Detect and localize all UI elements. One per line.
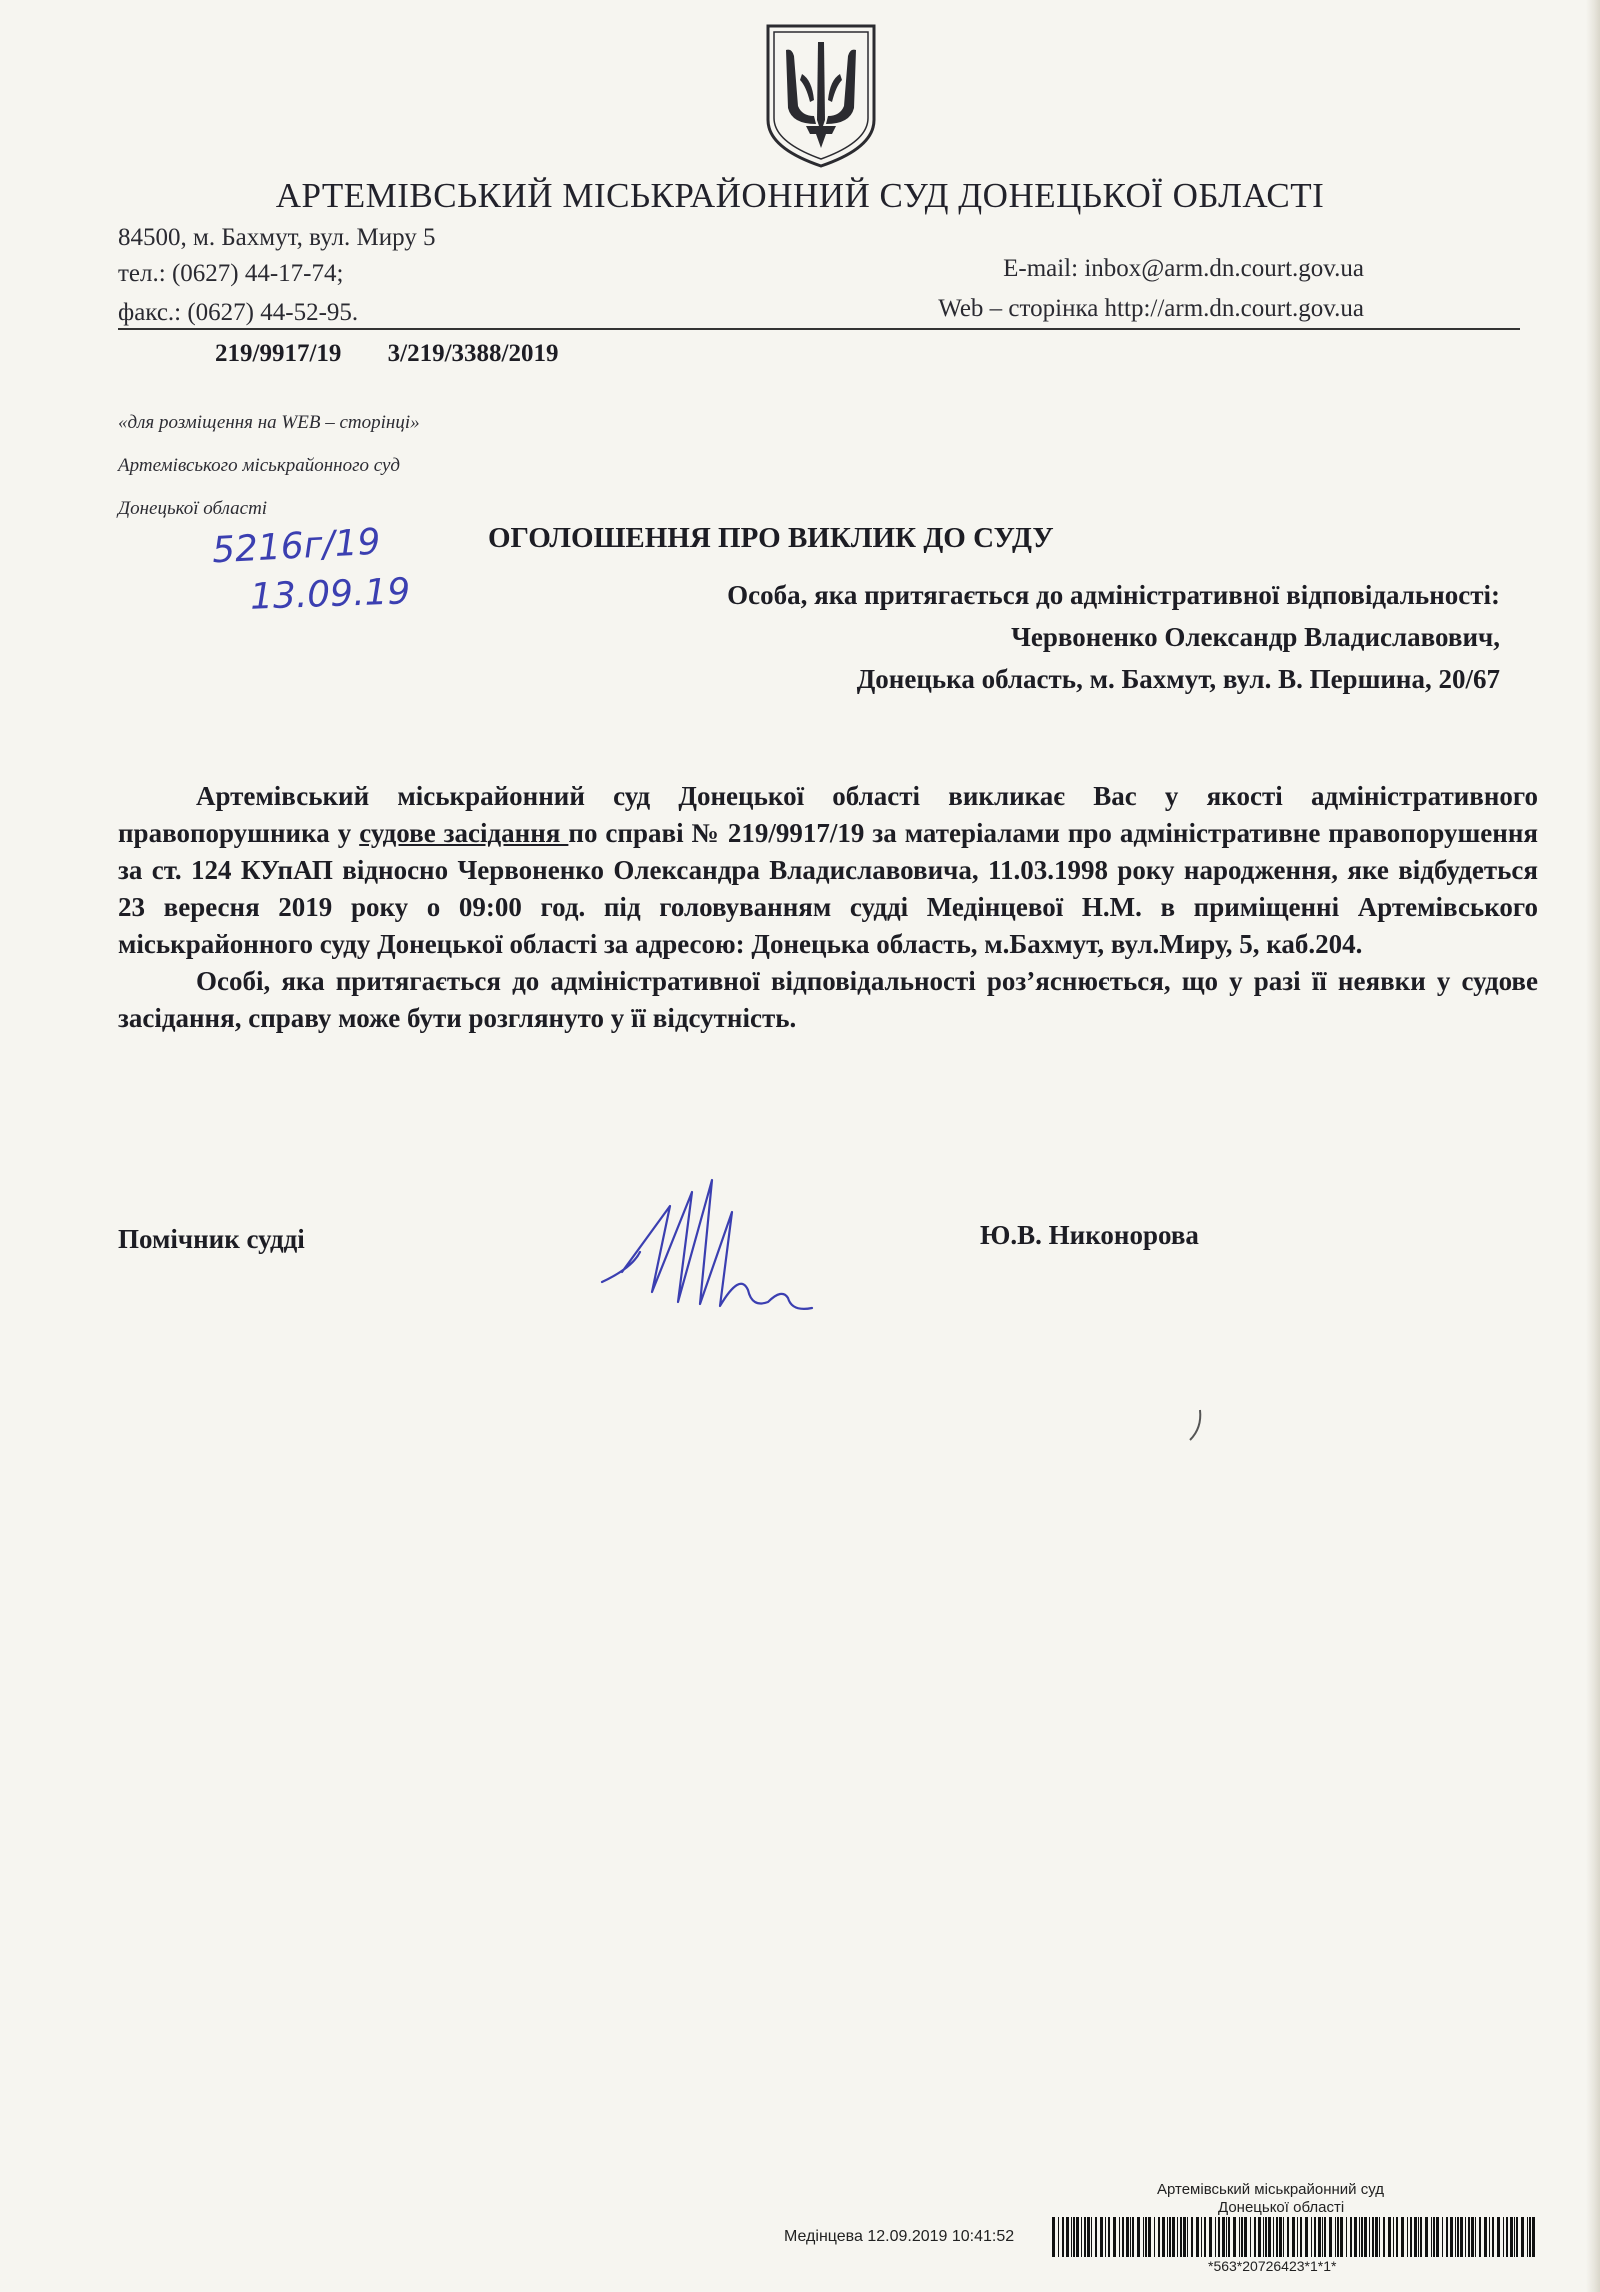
barcode-bar [1388, 2217, 1391, 2257]
barcode-bar [1177, 2217, 1178, 2257]
barcode-bar [1489, 2217, 1490, 2257]
barcode-bar [1196, 2217, 1199, 2257]
barcode-bar [1465, 2217, 1466, 2257]
handwritten-registration-date: 13.09.19 [249, 571, 411, 618]
barcode-bar [1084, 2217, 1086, 2257]
barcode-bar [1183, 2217, 1186, 2257]
barcode-bar [1228, 2217, 1230, 2257]
barcode-bar [1126, 2217, 1129, 2257]
barcode-bar [1468, 2217, 1470, 2257]
barcode-bar [1305, 2217, 1308, 2257]
barcode-bar [1076, 2217, 1079, 2257]
barcode-bar [1516, 2217, 1518, 2257]
barcode-bar [1201, 2217, 1202, 2257]
court-name-heading: АРТЕМІВСЬКИЙ МІСЬКРАЙОННИЙ СУД ДОНЕЦЬКОЇ ОБЛАСТІ [275, 176, 1325, 215]
barcode-bar [1087, 2217, 1090, 2257]
barcode-bar [1167, 2217, 1168, 2257]
barcode-bar [1062, 2217, 1064, 2257]
barcode-bar [1510, 2217, 1513, 2257]
barcode-bar [1350, 2217, 1352, 2257]
p1-text-start: Артемівський міськрайонний суд Донецької області викликає Вас у якості адміністративного правопорушника у [118, 781, 1538, 848]
document-title: ОГОЛОШЕННЯ ПРО ВИКЛИК ДО СУДУ [488, 522, 1054, 554]
barcode-bar [1154, 2217, 1155, 2257]
barcode-code: *563*20726423*1*1* [1208, 2258, 1337, 2274]
barcode-bar [1475, 2217, 1476, 2257]
barcode-bar [1254, 2217, 1256, 2257]
barcode-bar [1218, 2217, 1220, 2257]
barcode-bar [1492, 2217, 1494, 2257]
barcode-bar [1095, 2217, 1097, 2257]
header-divider [118, 328, 1520, 330]
barcode-bar [1209, 2217, 1212, 2257]
placement-note-line1: «для розміщення на WEB – сторінці» [118, 412, 420, 433]
barcode-bar [1233, 2217, 1236, 2257]
barcode-bar [1372, 2217, 1374, 2257]
barcode-bar [1263, 2217, 1264, 2257]
barcode-bar [1226, 2217, 1227, 2257]
barcode-bar [1379, 2217, 1380, 2257]
barcode-bar [1300, 2217, 1302, 2257]
signatory-name: Ю.В. Никонорова [980, 1220, 1199, 1250]
barcode-bar [1292, 2217, 1295, 2257]
barcode-bar [1460, 2217, 1463, 2257]
barcode-bar [1073, 2217, 1075, 2257]
barcode-bar [1532, 2217, 1535, 2257]
court-address: 84500, м. Бахмут, вул. Миру 5 [118, 224, 436, 251]
handwritten-registration-number: 5216г/19 [211, 521, 382, 572]
barcode-bar [1058, 2217, 1059, 2257]
summons-paragraph-2: Особі, яка притягається до адміністративної відповідальності роз’яснюється, що у разі її неявки у судове засідання, справу може бути розглянуто у її відсутність. [118, 966, 1538, 1033]
barcode-bar [1215, 2217, 1216, 2257]
barcode-bar [1244, 2217, 1247, 2257]
court-email: E-mail: inbox@arm.dn.court.gov.ua [1003, 255, 1364, 282]
barcode-bar [1418, 2217, 1419, 2257]
barcode-bar [1420, 2217, 1422, 2257]
barcode-bar [1279, 2217, 1282, 2257]
barcode-bar [1273, 2217, 1274, 2257]
barcode-bar [1100, 2217, 1103, 2257]
placement-note-line3: Донецької області [118, 498, 268, 519]
registration-stamp: Медінцева 12.09.2019 10:41:52 [784, 2228, 1015, 2245]
barcode-bar [1425, 2217, 1428, 2257]
registration-barcode [1052, 2217, 1540, 2257]
barcode-bar [1329, 2217, 1332, 2257]
barcode-bar [1442, 2217, 1443, 2257]
barcode-bar [1393, 2217, 1394, 2257]
barcode-bar [1158, 2217, 1160, 2257]
barcode-bar [1081, 2217, 1082, 2257]
barcode-bar [1479, 2217, 1481, 2257]
barcode-bar [1335, 2217, 1336, 2257]
barcode-bar [1239, 2217, 1240, 2257]
barcode-bar [1396, 2217, 1398, 2257]
stamp-court-line2: Донецької області [1218, 2199, 1345, 2216]
handwritten-signature [592, 1172, 832, 1332]
barcode-bar [1340, 2217, 1343, 2257]
barcode-bar [1297, 2217, 1298, 2257]
barcode-bar [1484, 2217, 1487, 2257]
barcode-bar [1346, 2217, 1347, 2257]
stamp-court-line1: Артемівський міськрайонний суд [1157, 2181, 1384, 2198]
barcode-bar [1268, 2217, 1271, 2257]
barcode-bar [1287, 2217, 1289, 2257]
barcode-bar [1407, 2217, 1408, 2257]
barcode-bar [1187, 2217, 1188, 2257]
barcode-bar [1359, 2217, 1360, 2257]
barcode-bar [1514, 2217, 1515, 2257]
coat-of-arms-icon [762, 20, 880, 170]
barcode-bar [1506, 2217, 1508, 2257]
barcode-bar [1137, 2217, 1140, 2257]
court-phone: тел.: (0627) 44-17-74; [118, 260, 344, 287]
addressee-name: Червоненко Олександр Владиславович, [1011, 622, 1500, 652]
barcode-bar [1369, 2217, 1370, 2257]
barcode-bar [1132, 2217, 1134, 2257]
barcode-bar [1322, 2217, 1323, 2257]
barcode-bar [1457, 2217, 1459, 2257]
barcode-bar [1455, 2217, 1456, 2257]
signatory-role: Помічник судді [118, 1224, 305, 1254]
p1-text-end: по справі № 219/9917/19 за матеріалами про адміністративне правопорушення за ст. 124 КУпАП відносно Червоненко Олександра Владиславовича, 11.03.1998 року народження, яке відбудеться 23 вересня 2019 року о 09:00 год. під головуванням судді Медінцевої Н.М. в приміщенні Артемівського міськрайонного суду Донецької області за адресою: Донецька область, м.Бахмут, вул.Миру, 5, каб.204. [118, 818, 1538, 959]
barcode-bar [1433, 2217, 1435, 2257]
barcode-bar [1401, 2217, 1404, 2257]
barcode-bar [1471, 2217, 1474, 2257]
barcode-bar [1529, 2217, 1531, 2257]
barcode-bar [1318, 2217, 1321, 2257]
barcode-bar [1354, 2217, 1357, 2257]
court-fax: факс.: (0627) 44-52-95. [118, 299, 359, 326]
barcode-bar [1265, 2217, 1267, 2257]
barcode-bar [1066, 2217, 1069, 2257]
barcode-bar [1172, 2217, 1175, 2257]
barcode-bar [1337, 2217, 1339, 2257]
barcode-bar [1450, 2217, 1453, 2257]
barcode-bar [1250, 2217, 1251, 2257]
barcode-bar [1521, 2217, 1524, 2257]
barcode-bar [1108, 2217, 1110, 2257]
addressee-role: Особа, яка притягається до адміністративної відповідальності: [727, 580, 1500, 610]
barcode-bar [1446, 2217, 1448, 2257]
barcode-bar [1241, 2217, 1243, 2257]
barcode-bar [1169, 2217, 1171, 2257]
barcode-bar [1162, 2217, 1165, 2257]
summons-body [118, 778, 1538, 1037]
barcode-bar [1283, 2217, 1284, 2257]
barcode-bar [1105, 2217, 1106, 2257]
court-website: Web – сторінка http://arm.dn.court.gov.ua [938, 295, 1364, 322]
barcode-bar [1375, 2217, 1378, 2257]
barcode-bar [1436, 2217, 1439, 2257]
barcode-bar [1091, 2217, 1092, 2257]
barcode-bar [1324, 2217, 1326, 2257]
barcode-bar [1364, 2217, 1367, 2257]
barcode-bar [1119, 2217, 1120, 2257]
barcode-bar [1148, 2217, 1151, 2257]
barcode-bar [1222, 2217, 1225, 2257]
barcode-bar [1145, 2217, 1147, 2257]
barcode-bar [1113, 2217, 1116, 2257]
barcode-bar [1143, 2217, 1144, 2257]
barcode-bar [1361, 2217, 1363, 2257]
placement-note-line2: Артемівського міськрайонного суд [118, 455, 401, 476]
barcode-bar [1204, 2217, 1206, 2257]
barcode-bar [1071, 2217, 1072, 2257]
barcode-bar [1191, 2217, 1193, 2257]
barcode-bar [1052, 2217, 1055, 2257]
barcode-bar [1311, 2217, 1312, 2257]
case-numbers [215, 340, 599, 368]
barcode-bar [1180, 2217, 1182, 2257]
barcode-bar [1497, 2217, 1500, 2257]
barcode-bar [1503, 2217, 1504, 2257]
barcode-bar [1527, 2217, 1528, 2257]
barcode-bar [1258, 2217, 1261, 2257]
summons-paragraph-1 [118, 778, 1538, 963]
p1-underlined-text: судове засідання [359, 818, 569, 848]
barcode-bar [1383, 2217, 1385, 2257]
barcode-bar [1431, 2217, 1432, 2257]
case-number: 219/9917/19 [215, 340, 342, 367]
barcode-bar [1410, 2217, 1412, 2257]
paper-edge-shadow [1586, 0, 1600, 2292]
barcode-bar [1276, 2217, 1278, 2257]
barcode-bar [1122, 2217, 1124, 2257]
proceeding-number: 3/219/3388/2019 [387, 340, 559, 367]
pen-mark [1186, 1408, 1206, 1444]
barcode-bar [1414, 2217, 1417, 2257]
barcode-bar [1314, 2217, 1316, 2257]
addressee-address: Донецька область, м. Бахмут, вул. В. Першина, 20/67 [856, 664, 1500, 694]
barcode-bar [1130, 2217, 1131, 2257]
